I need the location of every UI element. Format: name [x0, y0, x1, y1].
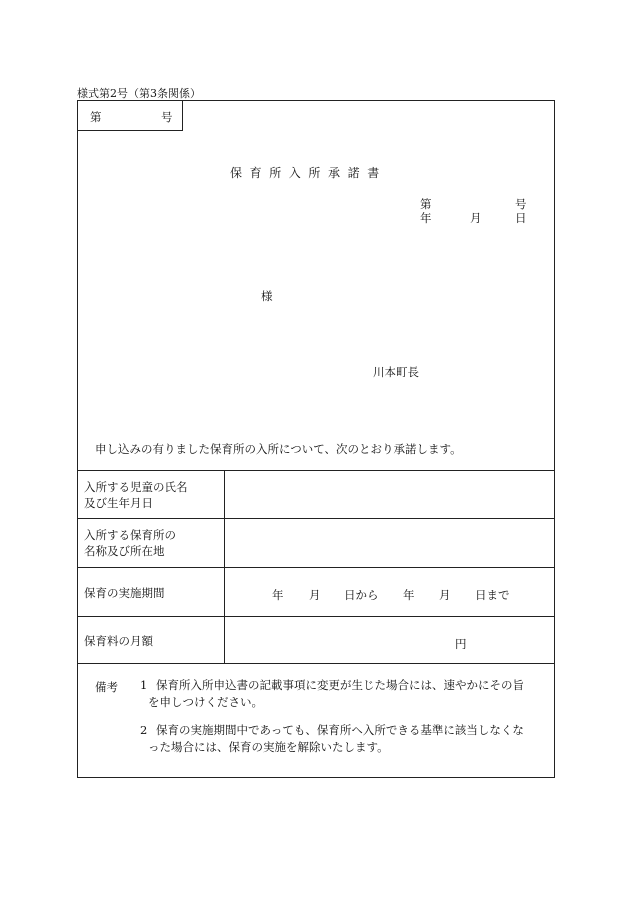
note-text-line1: 保育の実施期間中であっても、保育所へ入所できる基準に該当しなくな [156, 723, 524, 737]
row-label-line1: 入所する児童の氏名 [84, 480, 188, 494]
table-row: 保育の実施期間 [84, 586, 165, 600]
document-number-box [77, 100, 183, 131]
addressee-suffix: 様 [261, 289, 273, 303]
table-row-divider [77, 518, 555, 519]
table-row: 保育料の月額 [84, 634, 153, 648]
row-label-line2: 及び生年月日 [84, 496, 153, 510]
note-item [140, 722, 540, 756]
doc-number-go: 号 [515, 197, 527, 211]
period-from-day: 日から [344, 588, 379, 602]
doc-number-dai: 第 [420, 197, 432, 211]
number-box-go: 号 [161, 110, 173, 124]
table-row [84, 527, 176, 559]
notes-label: 備考 [95, 680, 118, 694]
table-row-divider [77, 567, 555, 568]
period-to-month: 月 [439, 588, 451, 602]
number-box-dai: 第 [90, 110, 102, 124]
table-column-divider [224, 470, 225, 663]
note-text-line2: を申しつけください。 [148, 695, 263, 709]
period-from-month: 月 [309, 588, 321, 602]
document-title: 保育所入所承諾書 [230, 166, 387, 180]
row-label-line2: 名称及び所在地 [84, 544, 165, 558]
note-number: 2 [140, 723, 148, 737]
fee-unit: 円 [455, 637, 467, 651]
table-row-divider [77, 616, 555, 617]
table-top-line [77, 470, 555, 471]
date-day: 日 [515, 211, 527, 225]
note-item [140, 677, 540, 711]
date-month: 月 [470, 211, 482, 225]
note-text-line2: った場合には、保育の実施を解除いたします。 [148, 740, 389, 754]
row-label-line1: 入所する保育所の [84, 528, 176, 542]
table-row [84, 479, 188, 511]
period-to-day: 日まで [475, 588, 510, 602]
note-text-line1: 保育所入所申込書の記載事項に変更が生じた場合には、速やかにその旨 [156, 678, 524, 692]
approval-statement: 申し込みの有りました保育所の入所について、次のとおり承諾します。 [95, 442, 462, 456]
note-number: 1 [140, 678, 148, 692]
form-number-label: 様式第2号（第3条関係） [77, 87, 201, 100]
date-year: 年 [420, 211, 432, 225]
issuer-name: 川本町長 [373, 365, 419, 379]
table-bottom-line [77, 663, 555, 664]
period-to-year: 年 [403, 588, 415, 602]
period-from-year: 年 [272, 588, 284, 602]
